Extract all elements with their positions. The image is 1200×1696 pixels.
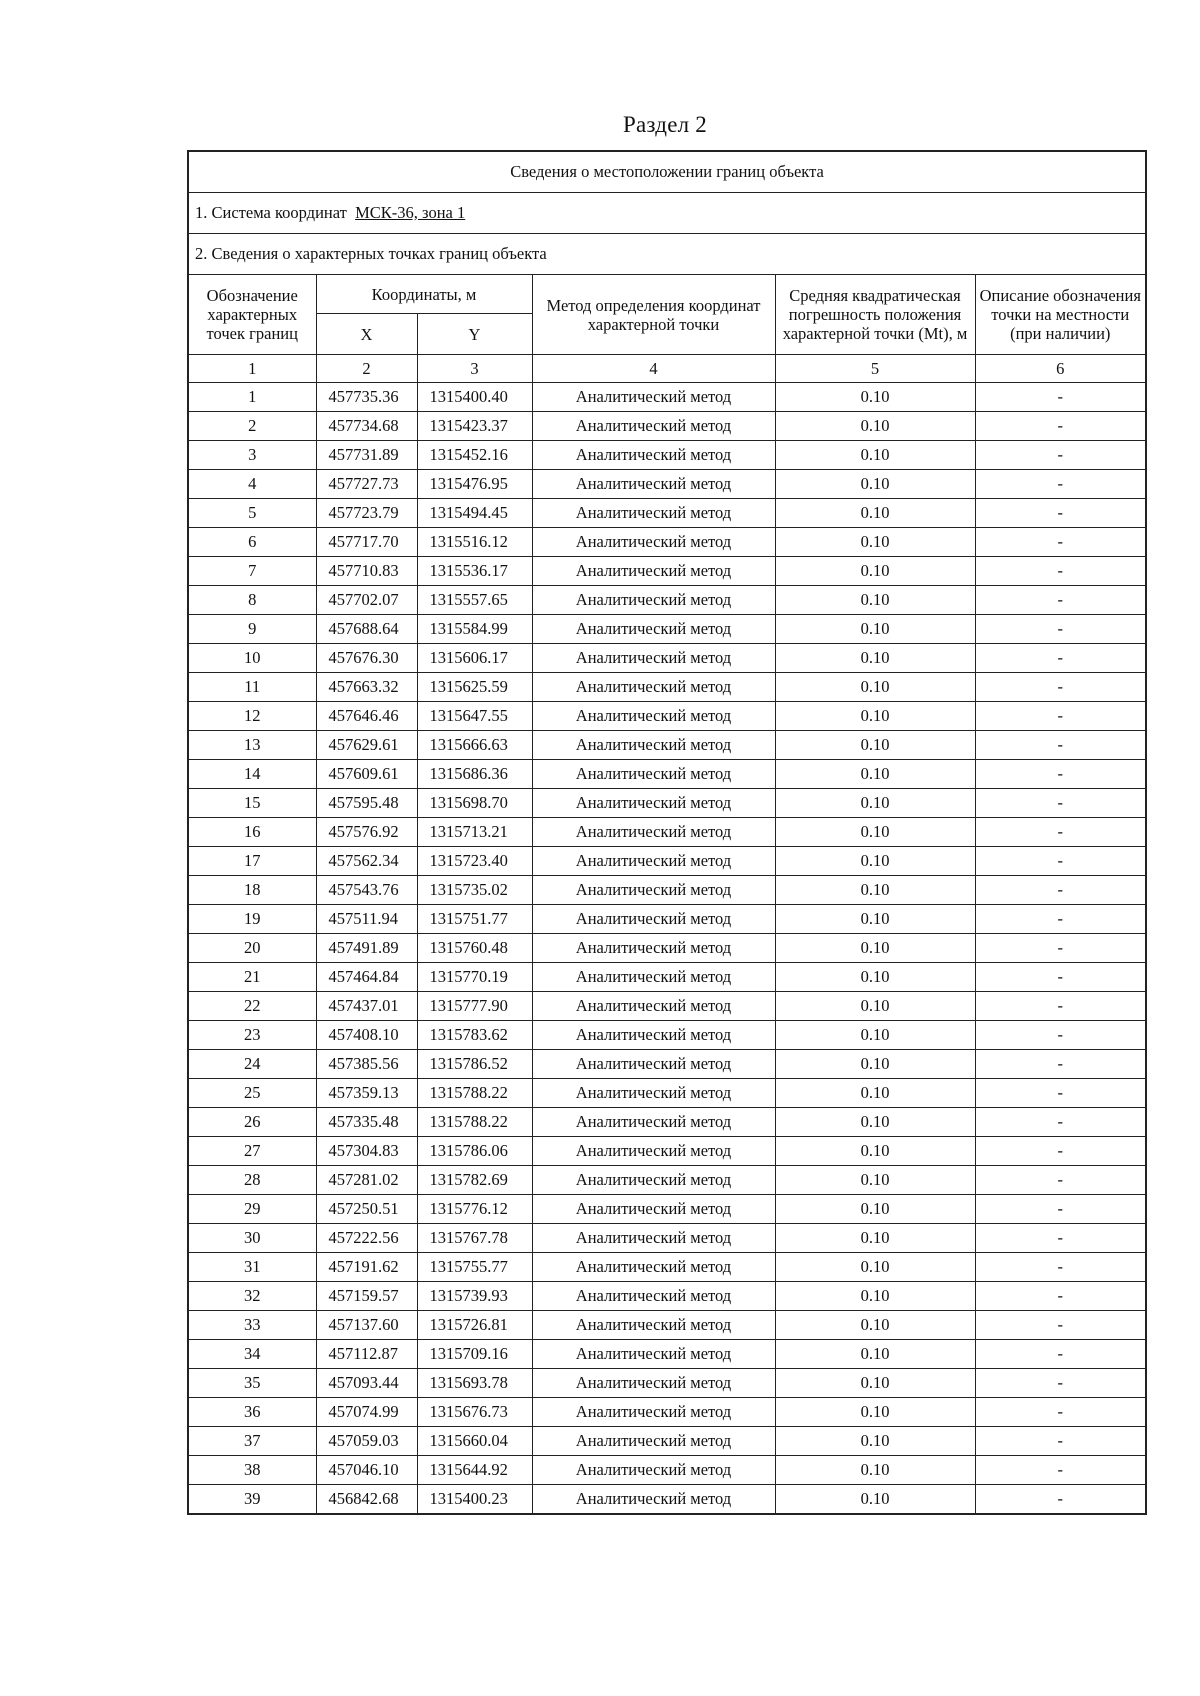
- error-value: 0.10: [775, 586, 975, 615]
- y-coordinate: 1315686.36: [417, 760, 532, 789]
- error-value: 0.10: [775, 1456, 975, 1485]
- x-coordinate: 457727.73: [316, 470, 417, 499]
- method-cell: Аналитический метод: [532, 1427, 775, 1456]
- y-coordinate: 1315782.69: [417, 1166, 532, 1195]
- description-cell: -: [975, 1253, 1146, 1282]
- method-cell: Аналитический метод: [532, 1253, 775, 1282]
- x-coordinate: 457609.61: [316, 760, 417, 789]
- table-row: [188, 818, 1146, 847]
- description-cell: -: [975, 1050, 1146, 1079]
- point-number: 17: [188, 847, 316, 876]
- table-row: [188, 441, 1146, 470]
- method-cell: Аналитический метод: [532, 818, 775, 847]
- error-value: 0.10: [775, 1195, 975, 1224]
- method-cell: Аналитический метод: [532, 963, 775, 992]
- y-coordinate: 1315788.22: [417, 1079, 532, 1108]
- y-coordinate: 1315647.55: [417, 702, 532, 731]
- table-row: [188, 1282, 1146, 1311]
- point-number: 3: [188, 441, 316, 470]
- x-coordinate: 457281.02: [316, 1166, 417, 1195]
- y-coordinate: 1315693.78: [417, 1369, 532, 1398]
- method-cell: Аналитический метод: [532, 499, 775, 528]
- table-row: [188, 1108, 1146, 1137]
- table-row: [188, 1340, 1146, 1369]
- method-cell: Аналитический метод: [532, 760, 775, 789]
- description-cell: -: [975, 644, 1146, 673]
- point-number: 39: [188, 1485, 316, 1515]
- column-number: 4: [532, 355, 775, 383]
- x-coordinate: 457676.30: [316, 644, 417, 673]
- y-coordinate: 1315400.23: [417, 1485, 532, 1515]
- y-coordinate: 1315423.37: [417, 412, 532, 441]
- y-coordinate: 1315625.59: [417, 673, 532, 702]
- point-number: 8: [188, 586, 316, 615]
- y-coordinate: 1315786.06: [417, 1137, 532, 1166]
- y-coordinate: 1315777.90: [417, 992, 532, 1021]
- description-cell: -: [975, 1311, 1146, 1340]
- y-coordinate: 1315788.22: [417, 1108, 532, 1137]
- table-row: [188, 731, 1146, 760]
- x-coordinate: 457646.46: [316, 702, 417, 731]
- error-value: 0.10: [775, 528, 975, 557]
- description-cell: -: [975, 1456, 1146, 1485]
- description-cell: -: [975, 1021, 1146, 1050]
- method-cell: Аналитический метод: [532, 644, 775, 673]
- table-row: [188, 1079, 1146, 1108]
- table-row: [188, 1050, 1146, 1079]
- error-value: 0.10: [775, 731, 975, 760]
- x-coordinate: 457046.10: [316, 1456, 417, 1485]
- method-cell: Аналитический метод: [532, 1021, 775, 1050]
- point-number: 36: [188, 1398, 316, 1427]
- description-cell: -: [975, 1079, 1146, 1108]
- error-value: 0.10: [775, 1311, 975, 1340]
- point-number: 30: [188, 1224, 316, 1253]
- method-cell: Аналитический метод: [532, 731, 775, 760]
- x-coordinate: 457074.99: [316, 1398, 417, 1427]
- x-coordinate: 457723.79: [316, 499, 417, 528]
- x-coordinate: 457250.51: [316, 1195, 417, 1224]
- col-header-description: Описание обозначения точки на местности (при наличии): [975, 275, 1146, 355]
- column-number: 1: [188, 355, 316, 383]
- error-value: 0.10: [775, 673, 975, 702]
- point-number: 9: [188, 615, 316, 644]
- error-value: 0.10: [775, 1485, 975, 1515]
- error-value: 0.10: [775, 383, 975, 412]
- table-row: [188, 963, 1146, 992]
- error-value: 0.10: [775, 963, 975, 992]
- description-cell: -: [975, 1340, 1146, 1369]
- error-value: 0.10: [775, 1427, 975, 1456]
- y-coordinate: 1315770.19: [417, 963, 532, 992]
- point-number: 34: [188, 1340, 316, 1369]
- point-number: 12: [188, 702, 316, 731]
- method-cell: Аналитический метод: [532, 1195, 775, 1224]
- y-coordinate: 1315644.92: [417, 1456, 532, 1485]
- y-coordinate: 1315709.16: [417, 1340, 532, 1369]
- description-cell: -: [975, 470, 1146, 499]
- error-value: 0.10: [775, 1369, 975, 1398]
- point-number: 4: [188, 470, 316, 499]
- table-row: [188, 992, 1146, 1021]
- description-cell: -: [975, 789, 1146, 818]
- error-value: 0.10: [775, 615, 975, 644]
- description-cell: -: [975, 499, 1146, 528]
- table-row: [188, 1166, 1146, 1195]
- error-value: 0.10: [775, 1282, 975, 1311]
- table-row: [188, 1137, 1146, 1166]
- x-coordinate: 457464.84: [316, 963, 417, 992]
- page-title: Раздел 2: [623, 112, 707, 137]
- table-row: [188, 789, 1146, 818]
- method-cell: Аналитический метод: [532, 934, 775, 963]
- error-value: 0.10: [775, 1137, 975, 1166]
- x-coordinate: 457385.56: [316, 1050, 417, 1079]
- table-row: [188, 1398, 1146, 1427]
- method-cell: Аналитический метод: [532, 673, 775, 702]
- method-cell: Аналитический метод: [532, 1282, 775, 1311]
- method-cell: Аналитический метод: [532, 789, 775, 818]
- y-coordinate: 1315452.16: [417, 441, 532, 470]
- point-number: 37: [188, 1427, 316, 1456]
- description-cell: -: [975, 615, 1146, 644]
- column-number: 6: [975, 355, 1146, 383]
- point-number: 5: [188, 499, 316, 528]
- x-coordinate: 457731.89: [316, 441, 417, 470]
- method-cell: Аналитический метод: [532, 1137, 775, 1166]
- description-cell: -: [975, 586, 1146, 615]
- method-cell: Аналитический метод: [532, 1108, 775, 1137]
- x-coordinate: 457734.68: [316, 412, 417, 441]
- description-cell: -: [975, 1398, 1146, 1427]
- x-coordinate: 457595.48: [316, 789, 417, 818]
- boundary-points-table: [187, 150, 1147, 1515]
- description-cell: -: [975, 1166, 1146, 1195]
- description-cell: -: [975, 992, 1146, 1021]
- y-coordinate: 1315676.73: [417, 1398, 532, 1427]
- y-coordinate: 1315713.21: [417, 818, 532, 847]
- x-coordinate: 457112.87: [316, 1340, 417, 1369]
- x-coordinate: 457702.07: [316, 586, 417, 615]
- y-coordinate: 1315760.48: [417, 934, 532, 963]
- table-row: [188, 412, 1146, 441]
- description-cell: -: [975, 1108, 1146, 1137]
- points-section-title-row: [188, 234, 1146, 275]
- method-cell: Аналитический метод: [532, 847, 775, 876]
- y-coordinate: 1315476.95: [417, 470, 532, 499]
- y-coordinate: 1315723.40: [417, 847, 532, 876]
- method-cell: Аналитический метод: [532, 1166, 775, 1195]
- point-number: 2: [188, 412, 316, 441]
- error-value: 0.10: [775, 702, 975, 731]
- table-row: [188, 760, 1146, 789]
- error-value: 0.10: [775, 1253, 975, 1282]
- table-row: [188, 1311, 1146, 1340]
- table-row: [188, 673, 1146, 702]
- point-number: 38: [188, 1456, 316, 1485]
- table-row: [188, 1427, 1146, 1456]
- point-number: 6: [188, 528, 316, 557]
- point-number: 27: [188, 1137, 316, 1166]
- point-number: 29: [188, 1195, 316, 1224]
- y-coordinate: 1315494.45: [417, 499, 532, 528]
- error-value: 0.10: [775, 1021, 975, 1050]
- y-coordinate: 1315786.52: [417, 1050, 532, 1079]
- method-cell: Аналитический метод: [532, 1340, 775, 1369]
- method-cell: Аналитический метод: [532, 1050, 775, 1079]
- table-row: [188, 1369, 1146, 1398]
- table-row: [188, 702, 1146, 731]
- error-value: 0.10: [775, 1398, 975, 1427]
- y-coordinate: 1315739.93: [417, 1282, 532, 1311]
- description-cell: -: [975, 760, 1146, 789]
- description-cell: -: [975, 905, 1146, 934]
- table-row: [188, 644, 1146, 673]
- y-coordinate: 1315735.02: [417, 876, 532, 905]
- x-coordinate: 457543.76: [316, 876, 417, 905]
- x-coordinate: 457335.48: [316, 1108, 417, 1137]
- x-coordinate: 457710.83: [316, 557, 417, 586]
- description-cell: -: [975, 673, 1146, 702]
- x-coordinate: 457137.60: [316, 1311, 417, 1340]
- table-row: [188, 615, 1146, 644]
- y-coordinate: 1315776.12: [417, 1195, 532, 1224]
- x-coordinate: 457191.62: [316, 1253, 417, 1282]
- error-value: 0.10: [775, 499, 975, 528]
- method-cell: Аналитический метод: [532, 702, 775, 731]
- method-cell: Аналитический метод: [532, 470, 775, 499]
- x-coordinate: 457663.32: [316, 673, 417, 702]
- error-value: 0.10: [775, 1224, 975, 1253]
- table-row: [188, 847, 1146, 876]
- x-coordinate: 457093.44: [316, 1369, 417, 1398]
- x-coordinate: 457491.89: [316, 934, 417, 963]
- y-coordinate: 1315755.77: [417, 1253, 532, 1282]
- error-value: 0.10: [775, 644, 975, 673]
- table-row: [188, 586, 1146, 615]
- point-number: 19: [188, 905, 316, 934]
- x-coordinate: 457437.01: [316, 992, 417, 1021]
- table-row: [188, 1195, 1146, 1224]
- method-cell: Аналитический метод: [532, 1456, 775, 1485]
- description-cell: -: [975, 1224, 1146, 1253]
- y-coordinate: 1315660.04: [417, 1427, 532, 1456]
- method-cell: Аналитический метод: [532, 412, 775, 441]
- method-cell: Аналитический метод: [532, 383, 775, 412]
- error-value: 0.10: [775, 818, 975, 847]
- col-header-coordinates: Координаты, м: [316, 275, 532, 314]
- error-value: 0.10: [775, 789, 975, 818]
- point-number: 26: [188, 1108, 316, 1137]
- coord-system-label: 1. Система координат: [195, 203, 347, 222]
- description-cell: -: [975, 1427, 1146, 1456]
- method-cell: Аналитический метод: [532, 528, 775, 557]
- point-number: 18: [188, 876, 316, 905]
- x-coordinate: 457562.34: [316, 847, 417, 876]
- table-row: [188, 876, 1146, 905]
- error-value: 0.10: [775, 470, 975, 499]
- table-row: [188, 905, 1146, 934]
- point-number: 28: [188, 1166, 316, 1195]
- point-number: 24: [188, 1050, 316, 1079]
- y-coordinate: 1315536.17: [417, 557, 532, 586]
- error-value: 0.10: [775, 760, 975, 789]
- error-value: 0.10: [775, 557, 975, 586]
- description-cell: -: [975, 528, 1146, 557]
- y-coordinate: 1315516.12: [417, 528, 532, 557]
- error-value: 0.10: [775, 1340, 975, 1369]
- x-coordinate: 457059.03: [316, 1427, 417, 1456]
- method-cell: Аналитический метод: [532, 1369, 775, 1398]
- x-coordinate: 457359.13: [316, 1079, 417, 1108]
- point-number: 10: [188, 644, 316, 673]
- col-header-x: X: [316, 314, 417, 355]
- column-number: 3: [417, 355, 532, 383]
- point-number: 32: [188, 1282, 316, 1311]
- coord-system-value: МСК-36, зона 1: [355, 203, 466, 222]
- x-coordinate: 457304.83: [316, 1137, 417, 1166]
- method-cell: Аналитический метод: [532, 1079, 775, 1108]
- error-value: 0.10: [775, 441, 975, 470]
- description-cell: -: [975, 1369, 1146, 1398]
- point-number: 13: [188, 731, 316, 760]
- point-number: 16: [188, 818, 316, 847]
- description-cell: -: [975, 847, 1146, 876]
- column-number: 2: [316, 355, 417, 383]
- point-number: 35: [188, 1369, 316, 1398]
- method-cell: Аналитический метод: [532, 615, 775, 644]
- y-coordinate: 1315767.78: [417, 1224, 532, 1253]
- x-coordinate: 457717.70: [316, 528, 417, 557]
- y-coordinate: 1315584.99: [417, 615, 532, 644]
- error-value: 0.10: [775, 1108, 975, 1137]
- table-row: [188, 1485, 1146, 1515]
- table-row: [188, 1021, 1146, 1050]
- x-coordinate: 457735.36: [316, 383, 417, 412]
- description-cell: -: [975, 412, 1146, 441]
- error-value: 0.10: [775, 905, 975, 934]
- table-row: [188, 1224, 1146, 1253]
- section-title: Сведения о местоположении границ объекта: [188, 151, 1146, 193]
- x-coordinate: 457576.92: [316, 818, 417, 847]
- point-number: 7: [188, 557, 316, 586]
- method-cell: Аналитический метод: [532, 1311, 775, 1340]
- description-cell: -: [975, 1485, 1146, 1515]
- column-number: 5: [775, 355, 975, 383]
- x-coordinate: 457688.64: [316, 615, 417, 644]
- method-cell: Аналитический метод: [532, 1398, 775, 1427]
- section-title-row: [188, 151, 1146, 193]
- column-number-row: [188, 355, 1146, 383]
- col-header-method: Метод определения координат характерной точки: [532, 275, 775, 355]
- y-coordinate: 1315400.40: [417, 383, 532, 412]
- error-value: 0.10: [775, 876, 975, 905]
- point-number: 1: [188, 383, 316, 412]
- description-cell: -: [975, 963, 1146, 992]
- table-row: [188, 499, 1146, 528]
- error-value: 0.10: [775, 992, 975, 1021]
- method-cell: Аналитический метод: [532, 557, 775, 586]
- y-coordinate: 1315783.62: [417, 1021, 532, 1050]
- header-row-1: [188, 275, 1146, 314]
- points-section-title: 2. Сведения о характерных точках границ объекта: [188, 234, 1146, 275]
- description-cell: -: [975, 1137, 1146, 1166]
- y-coordinate: 1315606.17: [417, 644, 532, 673]
- col-header-y: Y: [417, 314, 532, 355]
- method-cell: Аналитический метод: [532, 905, 775, 934]
- error-value: 0.10: [775, 412, 975, 441]
- point-number: 21: [188, 963, 316, 992]
- description-cell: -: [975, 818, 1146, 847]
- method-cell: Аналитический метод: [532, 1485, 775, 1515]
- method-cell: Аналитический метод: [532, 586, 775, 615]
- description-cell: -: [975, 1195, 1146, 1224]
- error-value: 0.10: [775, 847, 975, 876]
- description-cell: -: [975, 702, 1146, 731]
- point-number: 11: [188, 673, 316, 702]
- point-number: 31: [188, 1253, 316, 1282]
- x-coordinate: 457629.61: [316, 731, 417, 760]
- error-value: 0.10: [775, 1079, 975, 1108]
- col-header-error: Средняя квадратическая погрешность положения характерной точки (Mt), м: [775, 275, 975, 355]
- point-number: 15: [188, 789, 316, 818]
- table-row: [188, 1253, 1146, 1282]
- method-cell: Аналитический метод: [532, 1224, 775, 1253]
- error-value: 0.10: [775, 1050, 975, 1079]
- y-coordinate: 1315557.65: [417, 586, 532, 615]
- coord-system: [188, 193, 1146, 234]
- point-number: 23: [188, 1021, 316, 1050]
- method-cell: Аналитический метод: [532, 441, 775, 470]
- description-cell: -: [975, 876, 1146, 905]
- method-cell: Аналитический метод: [532, 876, 775, 905]
- description-cell: -: [975, 383, 1146, 412]
- x-coordinate: 457511.94: [316, 905, 417, 934]
- col-header-designation: Обозначение характерных точек границ: [188, 275, 316, 355]
- y-coordinate: 1315726.81: [417, 1311, 532, 1340]
- point-number: 33: [188, 1311, 316, 1340]
- y-coordinate: 1315666.63: [417, 731, 532, 760]
- x-coordinate: 457159.57: [316, 1282, 417, 1311]
- point-number: 20: [188, 934, 316, 963]
- table-row: [188, 934, 1146, 963]
- point-number: 22: [188, 992, 316, 1021]
- table-row: [188, 1456, 1146, 1485]
- table-row: [188, 528, 1146, 557]
- x-coordinate: 456842.68: [316, 1485, 417, 1515]
- x-coordinate: 457222.56: [316, 1224, 417, 1253]
- coord-system-row: [188, 193, 1146, 234]
- description-cell: -: [975, 934, 1146, 963]
- error-value: 0.10: [775, 934, 975, 963]
- error-value: 0.10: [775, 1166, 975, 1195]
- y-coordinate: 1315751.77: [417, 905, 532, 934]
- point-number: 25: [188, 1079, 316, 1108]
- description-cell: -: [975, 441, 1146, 470]
- description-cell: -: [975, 1282, 1146, 1311]
- description-cell: -: [975, 557, 1146, 586]
- description-cell: -: [975, 731, 1146, 760]
- method-cell: Аналитический метод: [532, 992, 775, 1021]
- table-row: [188, 470, 1146, 499]
- table-row: [188, 383, 1146, 412]
- x-coordinate: 457408.10: [316, 1021, 417, 1050]
- table-row: [188, 557, 1146, 586]
- point-number: 14: [188, 760, 316, 789]
- y-coordinate: 1315698.70: [417, 789, 532, 818]
